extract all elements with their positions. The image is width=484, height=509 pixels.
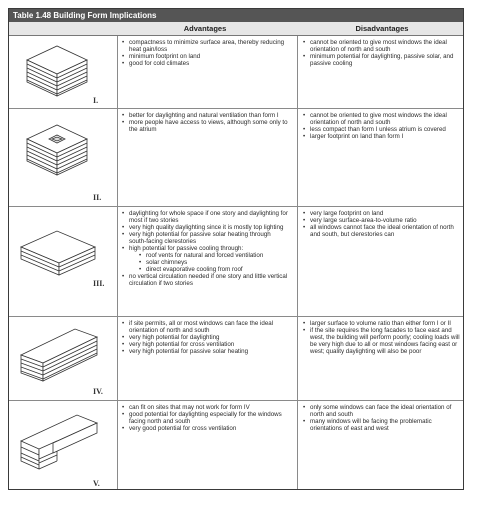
- form-figure: [9, 109, 117, 206]
- list-item: • cannot be oriented to give most windows the ideal orientation of north and south: [302, 39, 460, 53]
- list-item: • good potential for daylighting especially for the windows facing north and south: [121, 411, 289, 425]
- list-item: • more people have access to views, although some only to the atrium: [121, 119, 289, 133]
- table-row: [9, 207, 463, 317]
- header-row: [9, 22, 463, 36]
- disadvantages-header: Disadvantages: [355, 24, 409, 33]
- list-item: • only some windows can face the ideal orientation of north and south: [302, 404, 460, 418]
- disadvantages-cell: [302, 112, 460, 140]
- list-item: • cannot be oriented to give most windows the ideal orientation of north and south: [302, 112, 460, 126]
- disadvantages-cell: [302, 39, 460, 67]
- table-row: [9, 36, 463, 109]
- list-item: • larger surface to volume ratio than either form I or II: [302, 320, 460, 327]
- form-figure: [9, 317, 117, 400]
- advantages-cell: [121, 39, 289, 67]
- list-item: • larger footprint on land than form I: [302, 133, 460, 140]
- flat-building-icon: [19, 229, 97, 279]
- list-item: • no vertical circulation needed if one story and little vertical circulation if two stories: [121, 273, 289, 287]
- cube-building-icon: [23, 42, 93, 98]
- disadvantages-cell: [302, 320, 460, 355]
- sub-list-item: • direct evaporative cooling from roof: [138, 266, 289, 273]
- list-item: • less compact than form I unless atrium is covered: [302, 126, 460, 133]
- sub-list-item: • roof vents for natural and forced ventilation: [138, 252, 289, 259]
- table-row: [9, 109, 463, 207]
- list-item: • compactness to minimize surface area, thereby reducing heat gain/loss: [121, 39, 289, 53]
- list-item: • very good potential for cross ventilation: [121, 425, 289, 432]
- list-item: • good for cold climates: [121, 60, 289, 67]
- form-label: IV.: [93, 387, 103, 396]
- list-item: • very high potential for passive solar heating: [121, 348, 289, 355]
- sub-list-item: • solar chimneys: [138, 259, 289, 266]
- list-item: • if site permits, all or most windows can face the ideal orientation of north and south: [121, 320, 289, 334]
- table-row: [9, 317, 463, 401]
- list-item: • minimum footprint on land: [121, 53, 289, 60]
- atrium-building-icon: [23, 119, 93, 179]
- form-label: III.: [93, 279, 105, 288]
- list-item: • very large footprint on land: [302, 210, 460, 217]
- list-item: • very high potential for cross ventilation: [121, 341, 289, 348]
- advantages-cell: [121, 112, 289, 133]
- advantages-cell: [121, 404, 289, 432]
- advantages-cell: [121, 320, 289, 355]
- form-figure: [9, 207, 117, 316]
- building-form-table: [8, 8, 464, 490]
- list-item: [121, 245, 289, 273]
- form-figure: [9, 36, 117, 108]
- list-item-text: high potential for passive cooling through:: [129, 245, 244, 252]
- list-item: • very high potential for passive solar heating through south-facing clerestories: [121, 231, 289, 245]
- form-figure: [9, 401, 117, 491]
- list-item: • all windows cannot face the ideal orientation of north and south, but clerestories can: [302, 224, 460, 238]
- form-label: II.: [93, 193, 102, 202]
- list-item: • minimum potential for daylighting, passive solar, and passive cooling: [302, 53, 460, 67]
- table-title: Table 1.48 Building Form Implications: [9, 9, 463, 22]
- list-item: • many windows will be facing the problematic orientations of east and west: [302, 418, 460, 432]
- list-item: • very high quality daylighting since it is mostly top lighting: [121, 224, 289, 231]
- list-item: • very large surface-area-to-volume ratio: [302, 217, 460, 224]
- list-item: • can fit on sites that may not work for form IV: [121, 404, 289, 411]
- advantages-header: Advantages: [183, 24, 227, 33]
- l-shaped-building-icon: [17, 407, 101, 473]
- long-bar-building-icon: [19, 325, 99, 383]
- list-item: • very high potential for daylighting: [121, 334, 289, 341]
- advantages-cell: [121, 210, 289, 287]
- list-item: • better for daylighting and natural ventilation than form I: [121, 112, 289, 119]
- disadvantages-cell: [302, 210, 460, 238]
- form-label: I.: [93, 96, 99, 105]
- table-row: [9, 401, 463, 491]
- list-item: • daylighting for whole space if one story and daylighting for most if two stories: [121, 210, 289, 224]
- form-label: V.: [93, 479, 100, 488]
- disadvantages-cell: [302, 404, 460, 432]
- list-item: • if the site requires the long facades to face east and west, the building will perform poorly; cooling loads will be very high due to all or most windows facing east or west; quality daylighting will also be poor: [302, 327, 460, 355]
